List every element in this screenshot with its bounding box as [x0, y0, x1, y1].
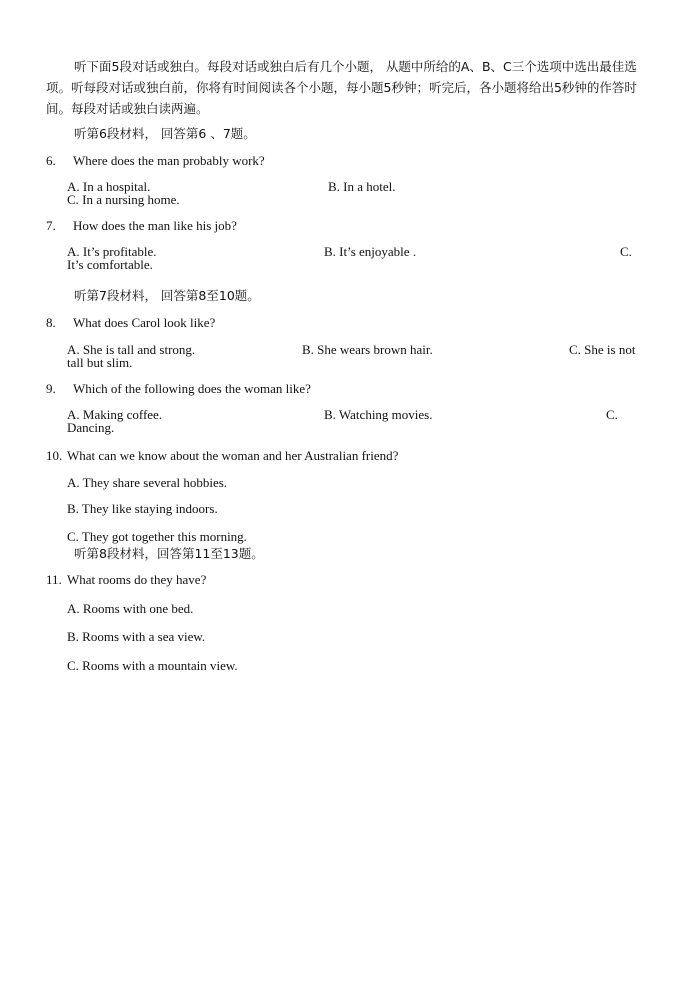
question-number: 8.: [46, 315, 56, 330]
question-text: What can we know about the woman and her Australian friend?: [67, 448, 399, 463]
option-b: B. Rooms with a sea view.: [67, 629, 206, 644]
section-heading: 听第7段材料， 回答第8至10题。: [74, 288, 260, 303]
section-heading: 听第8段材料，回答第11至13题。: [74, 546, 264, 561]
question-text: What rooms do they have?: [67, 572, 207, 587]
option-b: B. Watching movies.: [324, 407, 433, 422]
instructions-text: 听下面5段对话或独白。每段对话或独白后有几个小题， 从题中所给的A、B、C三个选项中选出最佳选项。听每段对话或独白前，你将有时间阅读各个小题，每小题5秒钟；听完后，各小题将给出5秒钟的作答时间。每段对话或独白读两遍。: [46, 59, 637, 116]
instructions-paragraph: [46, 56, 646, 119]
question-number: 6.: [46, 153, 56, 168]
question-number: 7.: [46, 218, 56, 233]
question-text: What does Carol look like?: [73, 315, 216, 330]
option-c-text: tall but slim.: [67, 355, 133, 370]
question-text: How does the man like his job?: [73, 218, 237, 233]
option-c-text: Dancing.: [67, 420, 115, 435]
option-a: A. They share several hobbies.: [67, 475, 228, 490]
option-c-label: C. She is not: [569, 342, 636, 357]
option-a: A. It’s profitable.: [67, 244, 157, 259]
question-text: Where does the man probably work?: [73, 153, 265, 168]
option-a: A. Rooms with one bed.: [67, 601, 194, 616]
option-b: B. In a hotel.: [328, 179, 396, 194]
section-heading: 听第6段材料， 回答第6 、7题。: [74, 126, 256, 141]
option-c-label: C.: [606, 407, 618, 422]
question-number: 10.: [46, 448, 63, 463]
question-number: 9.: [46, 381, 56, 396]
option-c-label: C.: [620, 244, 632, 259]
option-b: B. They like staying indoors.: [67, 501, 218, 516]
option-c: C. In a nursing home.: [67, 192, 180, 207]
option-a: A. She is tall and strong.: [67, 342, 196, 357]
option-c-text: It’s comfortable.: [67, 257, 153, 272]
option-b: B. She wears brown hair.: [302, 342, 433, 357]
option-c: C. Rooms with a mountain view.: [67, 658, 238, 673]
option-c: C. They got together this morning.: [67, 529, 247, 544]
option-b: B. It’s enjoyable .: [324, 244, 417, 259]
option-a: A. Making coffee.: [67, 407, 163, 422]
question-text: Which of the following does the woman like?: [73, 381, 311, 396]
option-a: A. In a hospital.: [67, 179, 151, 194]
question-number: 11.: [46, 572, 62, 587]
